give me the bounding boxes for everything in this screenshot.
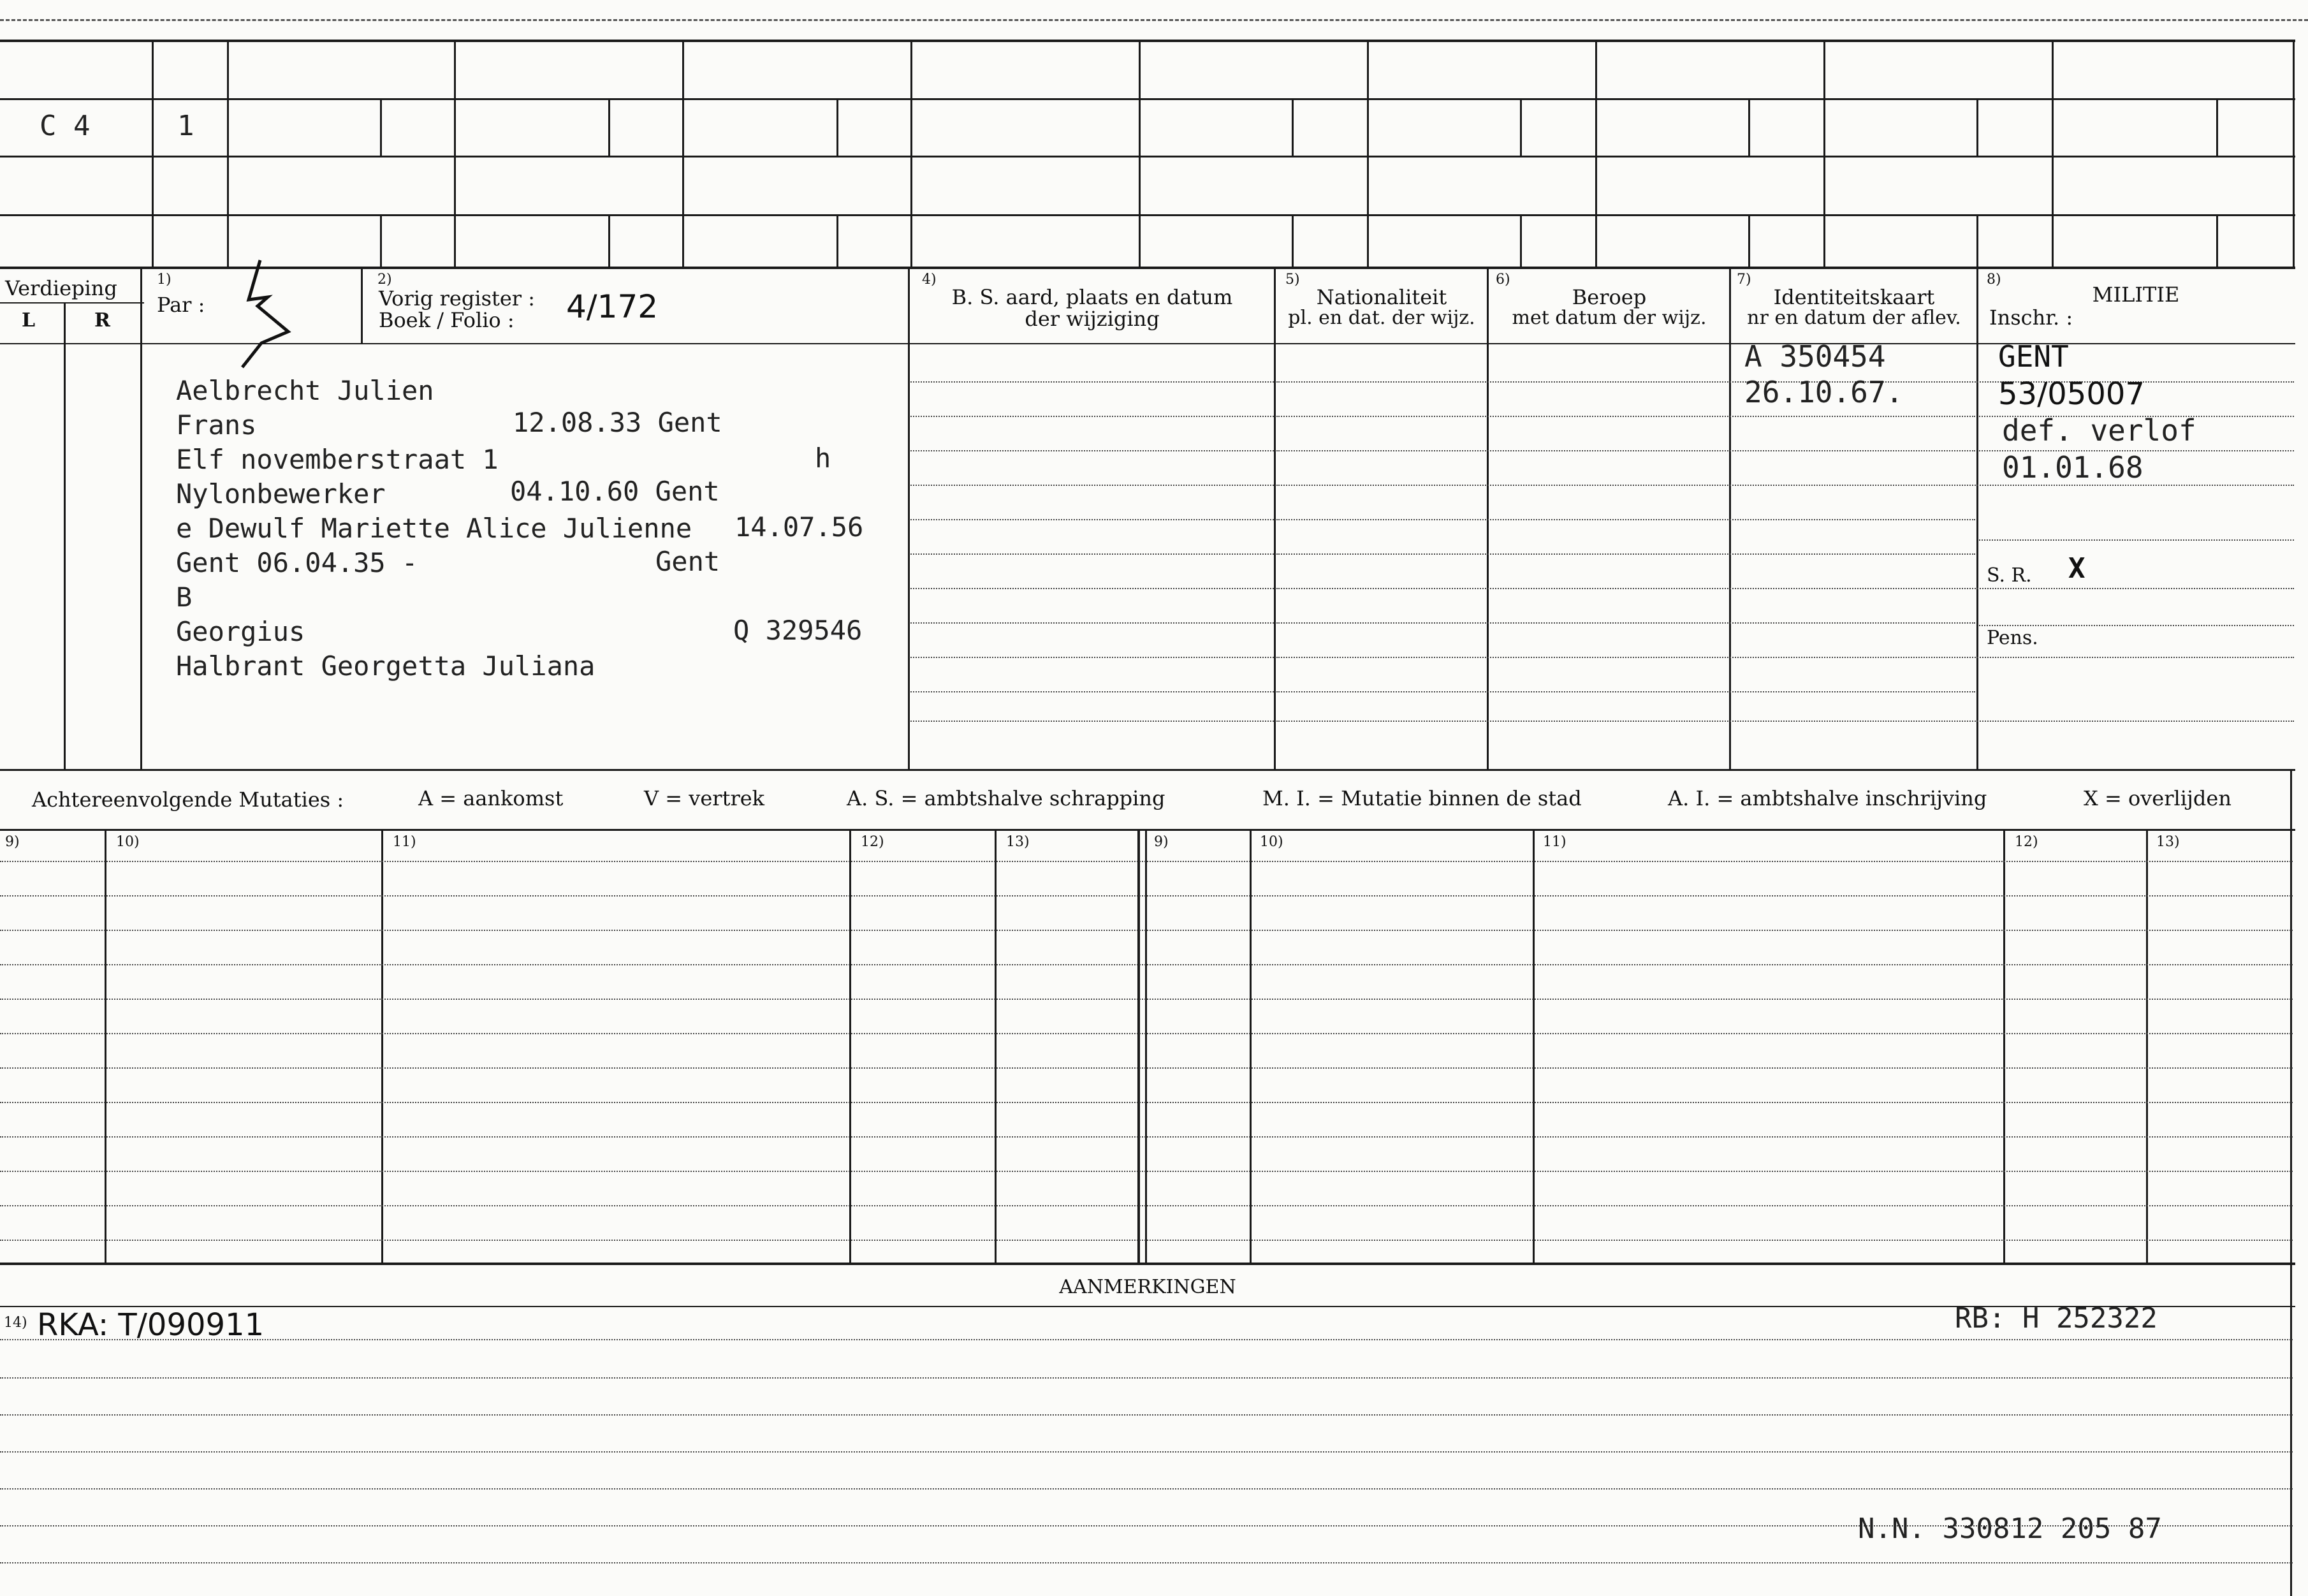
rb-value: RB: H 252322 [1955, 1302, 2158, 1335]
boek-folio-label: Boek / Folio : [379, 308, 515, 332]
note-8: 8) [1987, 272, 2001, 288]
remarks-title: AANMERKINGEN [1059, 1276, 1236, 1298]
r-label: R [94, 309, 110, 332]
par-label: Par : [157, 293, 205, 317]
note-6: 6) [1496, 272, 1510, 288]
person-child: Georgius [176, 616, 305, 647]
verdieping-label: Verdieping [5, 276, 117, 300]
person-birth: 12.08.33 Gent [513, 407, 722, 438]
col-12-right: 12) [2015, 834, 2038, 850]
note-1: 1) [157, 272, 172, 288]
note-4: 4) [922, 272, 937, 288]
nat-header-2: pl. en dat. der wijz. [1288, 307, 1475, 329]
person-b: B [176, 582, 193, 613]
militie-header: MILITIE [2092, 282, 2180, 307]
person-occupation: Nylonbewerker [176, 478, 386, 509]
col-13-left: 13) [1006, 834, 1030, 850]
person-address: Elf novemberstraat 1 [176, 444, 499, 475]
note-14: 14) [4, 1315, 27, 1331]
pens-label: Pens. [1987, 627, 2038, 649]
id-date: 26.10.67. [1744, 375, 1904, 409]
code-overlijden: X = overlijden [2084, 786, 2231, 810]
person-occupation-date: 04.10.60 Gent [510, 476, 720, 507]
grid-number: 1 [177, 110, 194, 142]
col-9-right: 9) [1154, 834, 1169, 850]
person-spouse-place: Gent [655, 546, 720, 577]
sr-value: X [2068, 552, 2085, 585]
militie-number: 53/05007 [1998, 376, 2145, 412]
person-child-name: Halbrant Georgetta Juliana [176, 650, 595, 682]
militie-place: GENT [1998, 339, 2069, 374]
col-12-left: 12) [861, 834, 884, 850]
bs-header-1: B. S. aard, plaats en datum [951, 285, 1233, 309]
person-marriage-date: 14.07.56 [734, 511, 864, 543]
col-9-left: 9) [5, 834, 20, 850]
code-vertrek: V = vertrek [644, 786, 765, 810]
id-header-1: Identiteitskaart [1773, 285, 1935, 309]
code-mutatie-stad: M. I. = Mutatie binnen de stad [1262, 786, 1582, 810]
note-2: 2) [377, 272, 392, 288]
person-spouse-birth: Gent 06.04.35 - [176, 547, 418, 578]
vorig-register-label: Vorig register : [379, 286, 536, 311]
person-h: h [815, 443, 831, 474]
nat-header-1: Nationaliteit [1316, 285, 1447, 309]
code-aankomst: A = aankomst [418, 786, 564, 810]
grid-code: C 4 [40, 110, 91, 142]
id-header-2: nr en datum der aflev. [1747, 307, 1961, 329]
col-13-right: 13) [2156, 834, 2180, 850]
col-10-right: 10) [1260, 834, 1283, 850]
l-label: L [22, 309, 36, 332]
note-7: 7) [1737, 272, 1751, 288]
person-child-id: Q 329546 [733, 615, 863, 646]
person-spouse: e Dewulf Mariette Alice Julienne [176, 513, 692, 544]
person-first-name: Frans [176, 409, 257, 441]
mutaties-title: Achtereenvolgende Mutaties : [32, 787, 344, 812]
militie-status: def. verlof [2002, 413, 2196, 448]
vorig-register-value: 4/172 [566, 288, 659, 325]
id-number: A 350454 [1744, 339, 1886, 374]
militie-date: 01.01.68 [2002, 450, 2144, 485]
note-5: 5) [1285, 272, 1300, 288]
col-10-left: 10) [116, 834, 140, 850]
beroep-header-2: met datum der wijz. [1512, 307, 1707, 329]
bs-header-2: der wijziging [1025, 307, 1160, 331]
rka-value: RKA: T/090911 [37, 1307, 265, 1343]
col-11-left: 11) [393, 834, 416, 850]
col-11-right: 11) [1543, 834, 1567, 850]
person-name: Aelbrecht Julien [176, 375, 434, 406]
code-schrapping: A. S. = ambtshalve schrapping [847, 786, 1165, 810]
nn-value: N.N. 330812 205 87 [1858, 1512, 2162, 1545]
par-mark-icon [230, 255, 306, 370]
inschr-label: Inschr. : [1989, 305, 2073, 330]
sr-label: S. R. [1987, 564, 2032, 587]
beroep-header-1: Beroep [1572, 285, 1647, 309]
code-inschrijving: A. I. = ambtshalve inschrijving [1668, 786, 1987, 810]
